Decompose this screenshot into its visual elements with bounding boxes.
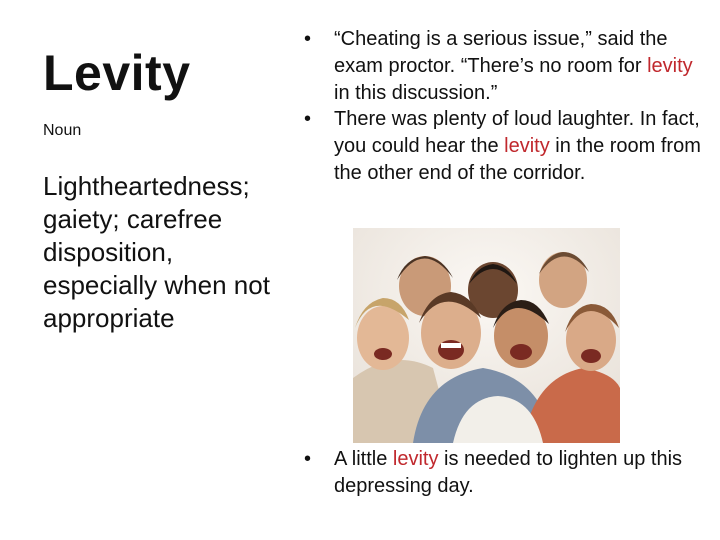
example-text-before: There was plenty of loud laughter. In fact, you could hear the (334, 108, 700, 158)
bullet-icon: • (304, 108, 312, 131)
highlighted-word: levity (392, 448, 439, 470)
slide-title: Levity (43, 45, 191, 101)
highlighted-word: levity (647, 54, 693, 77)
definition-text: Lightheartedness; gaiety; carefree disposition, especially when not appropriate (43, 171, 270, 334)
example-text-before: A little (334, 448, 393, 470)
example-item (300, 26, 710, 106)
example-list-bottom (300, 446, 710, 500)
example-text-after: in this discussion.” (334, 81, 498, 104)
laughing-group-photo (353, 228, 620, 443)
part-of-speech: Noun (43, 122, 82, 139)
example-text-after: in the room from the other end of the corridor. (334, 135, 701, 184)
example-item (300, 106, 710, 186)
example-text-after: is needed to lighten up this depressing day. (334, 448, 683, 497)
highlighted-word: levity (504, 135, 550, 158)
bullet-icon: • (304, 28, 312, 50)
example-item (300, 446, 710, 500)
example-list (300, 26, 710, 187)
example-text-before: “Cheating is a serious issue,” said the exam proctor. “There’s no room for (334, 28, 668, 77)
bullet-icon: • (304, 448, 312, 470)
